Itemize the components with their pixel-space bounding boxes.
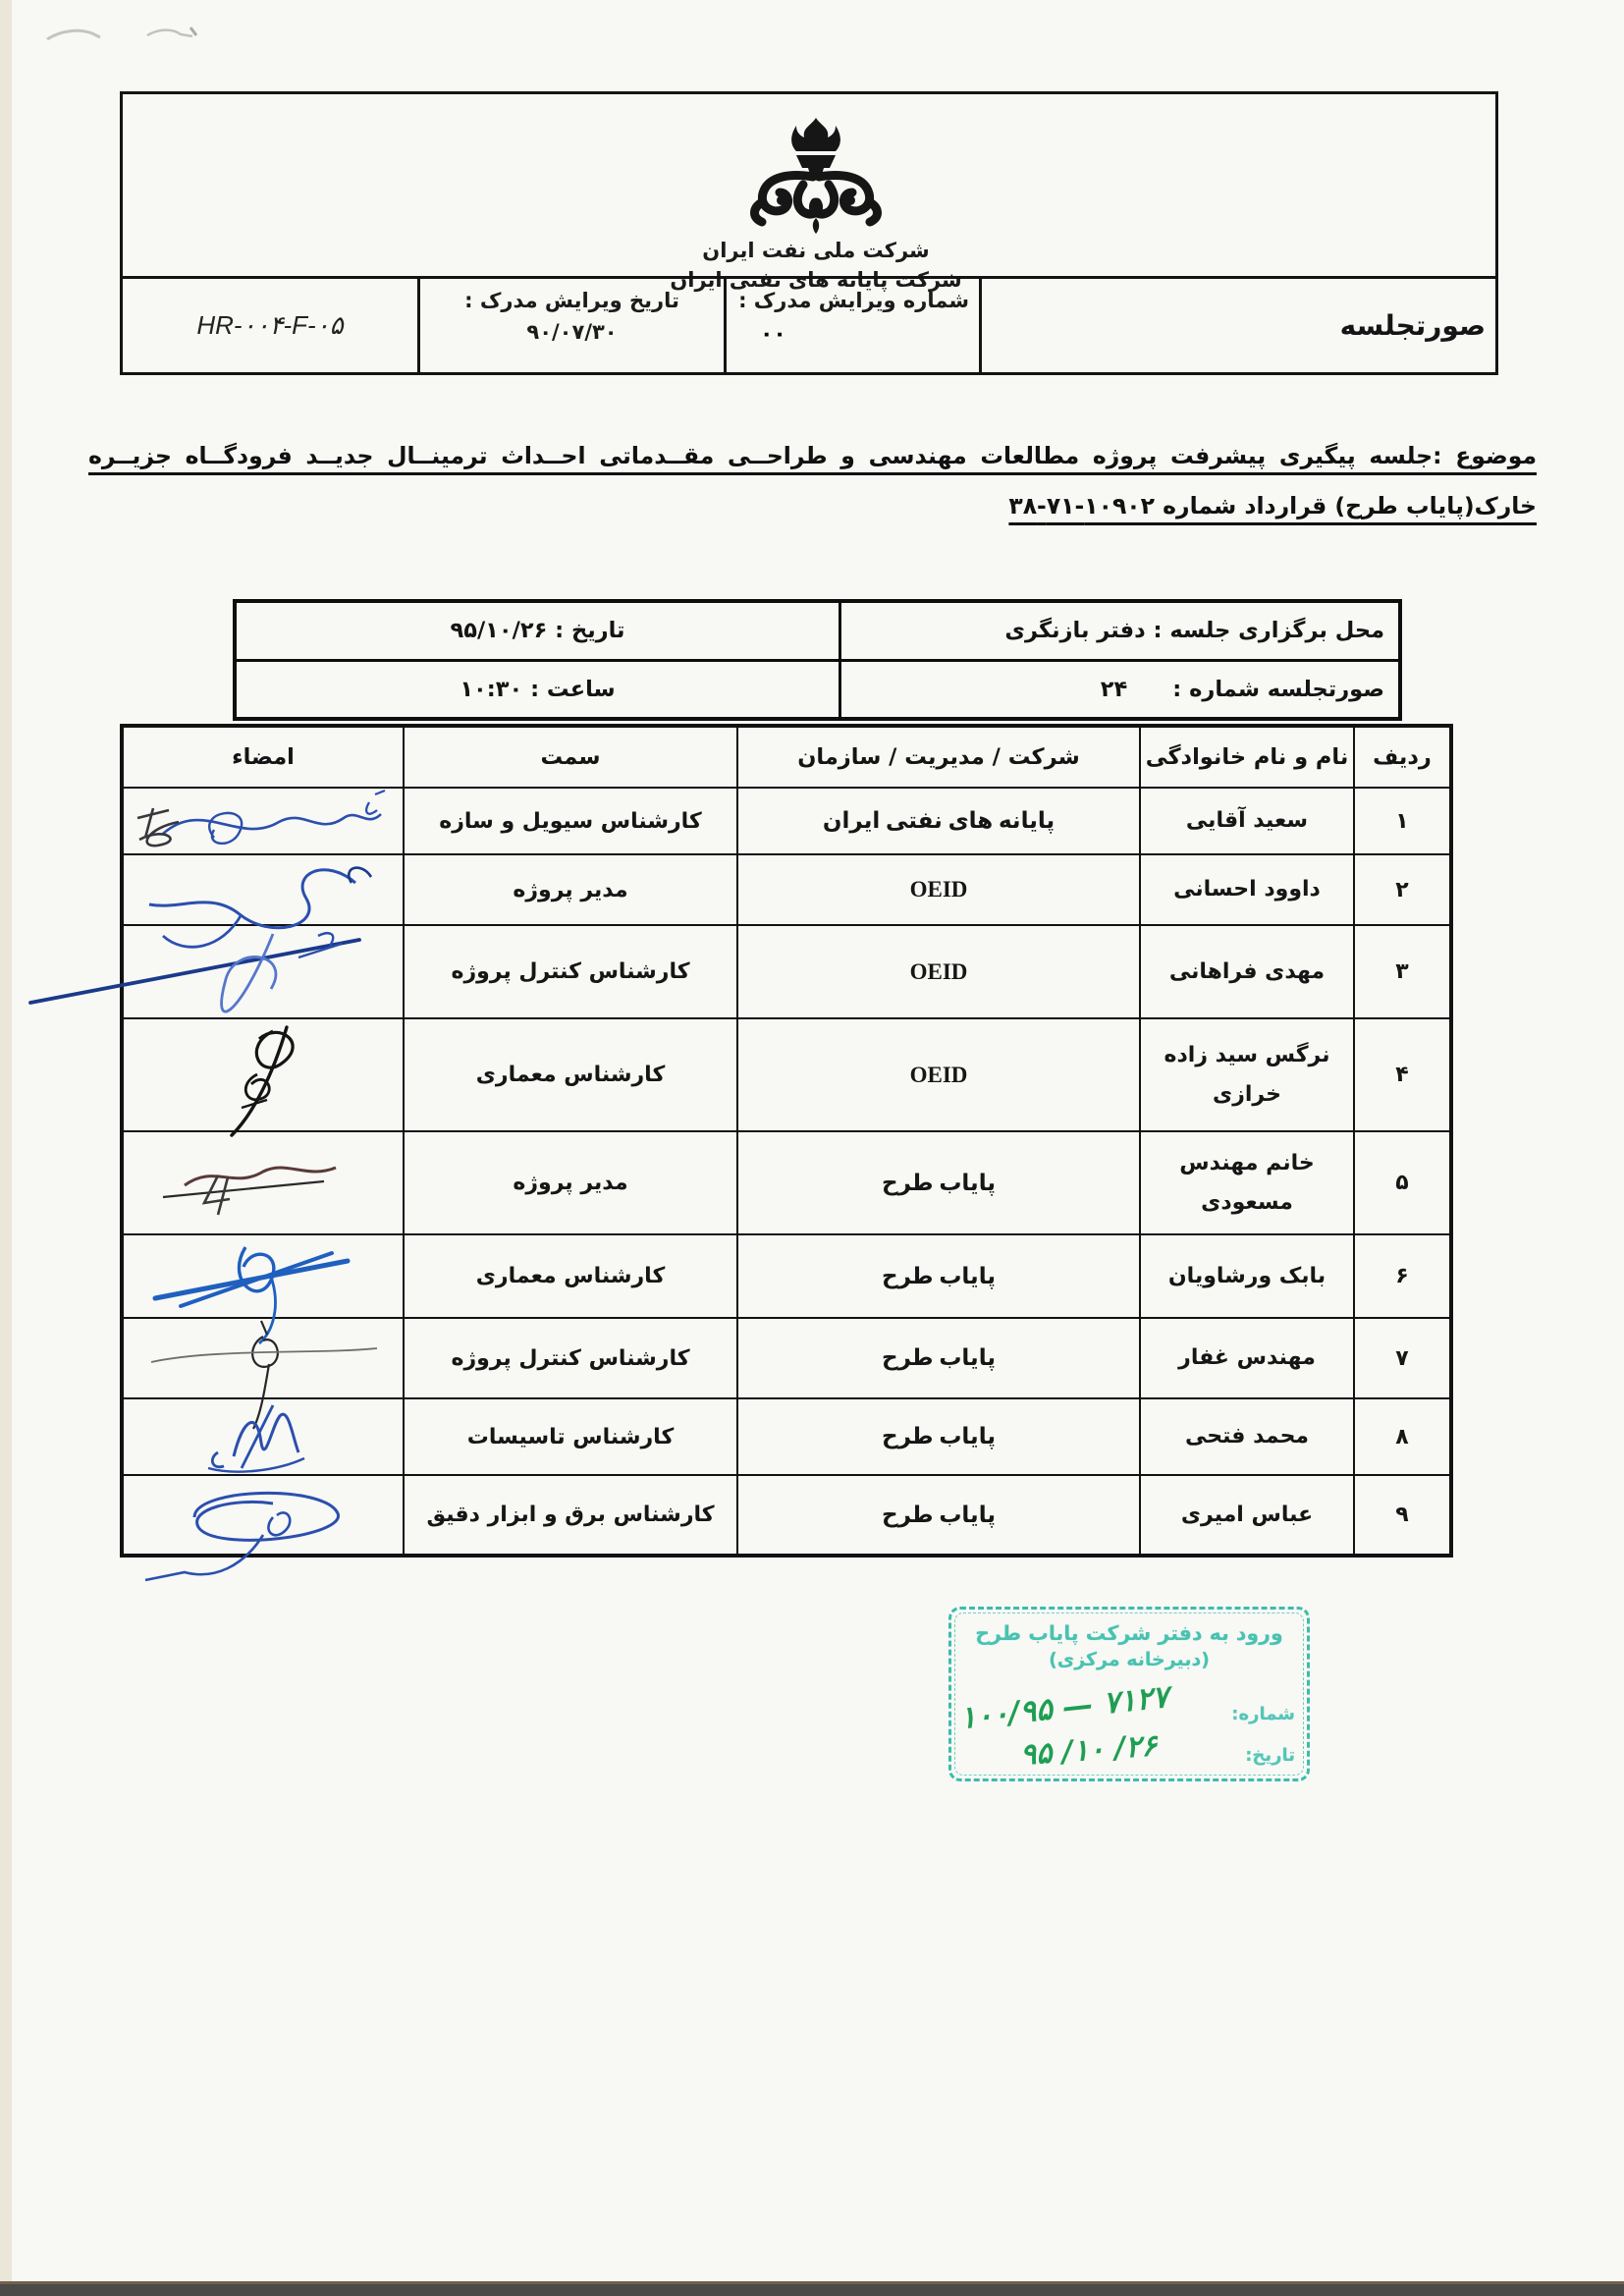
meeting-subject	[88, 439, 1537, 519]
attendee-name: مهندس غفار	[1140, 1318, 1354, 1398]
meeting-number-label: صورتجلسه شماره :	[1172, 676, 1384, 702]
row-number: ۳	[1354, 925, 1451, 1018]
org-name-company: شرکت پایانه های نفتی ایران	[670, 268, 962, 292]
signature-cell	[122, 925, 404, 1018]
signature-5-drawing	[124, 1132, 410, 1235]
row-number: ۵	[1354, 1131, 1451, 1234]
header-signature: امضاء	[122, 726, 404, 788]
attendee-company: پایاب طرح	[737, 1234, 1140, 1318]
document-code: HR-۰۰۴-F-۰۵	[123, 279, 420, 372]
row-number: ۲	[1354, 854, 1451, 925]
document-header-box	[120, 91, 1498, 375]
stamp-title-line-2: (دبیرخانه مرکزی)	[1049, 1649, 1210, 1670]
meeting-info-row-2	[237, 662, 1398, 718]
signature-cell	[122, 1398, 404, 1475]
signature-cell	[122, 788, 404, 854]
attendee-company: پایاب طرح	[737, 1318, 1140, 1398]
attendee-row-5	[122, 1131, 1451, 1234]
signature-1-drawing	[124, 789, 410, 855]
signature-7-drawing	[124, 1319, 410, 1399]
attendee-company: پایانه های نفتی ایران	[737, 788, 1140, 854]
pencil-marks	[29, 14, 245, 63]
meeting-time-cell	[237, 662, 839, 718]
meeting-date-cell	[237, 603, 839, 659]
meeting-time: ساعت : ۱۰:۳۰	[460, 676, 616, 702]
meeting-number-cell	[839, 662, 1398, 718]
signature-8-drawing	[124, 1399, 410, 1476]
attendee-position: کارشناس معماری	[404, 1234, 737, 1318]
attendee-position: کارشناس کنترل پروژه	[404, 1318, 737, 1398]
attendee-company: OEID	[737, 1018, 1140, 1131]
revision-number-label: شماره ویرایش مدرک :	[738, 289, 969, 312]
signature-4-drawing	[124, 1019, 410, 1132]
attendee-position: مدیر پروژه	[404, 854, 737, 925]
attendee-position: کارشناس برق و ابزار دقیق	[404, 1475, 737, 1556]
attendee-row-9	[122, 1475, 1451, 1556]
header-company: شرکت / مدیریت / سازمان	[737, 726, 1140, 788]
attendee-row-8	[122, 1398, 1451, 1475]
attendee-position: کارشناس معماری	[404, 1018, 737, 1131]
subject-line-2: خارک(پایاب طرح) قرارداد شماره ۱۰۹۰۲-۷۱-۳۸	[1008, 492, 1537, 519]
meeting-info-row-1	[237, 603, 1398, 662]
row-number: ۴	[1354, 1018, 1451, 1131]
meeting-location: محل برگزاری جلسه : دفتر بازنگری	[1004, 618, 1384, 644]
attendee-name: نرگس سید زاده خرازی	[1140, 1018, 1354, 1131]
stamp-date-handwritten: ۹۵ /۱۰ /۲۶	[1018, 1728, 1159, 1773]
header-row-number: ردیف	[1354, 726, 1451, 788]
attendee-row-1	[122, 788, 1451, 854]
row-number: ۷	[1354, 1318, 1451, 1398]
signature-cell	[122, 1131, 404, 1234]
signature-9-drawing	[124, 1476, 410, 1557]
attendee-company: پایاب طرح	[737, 1398, 1140, 1475]
nioc-torch-emblem-icon	[742, 116, 890, 236]
entry-stamp	[948, 1607, 1310, 1781]
attendee-row-7	[122, 1318, 1451, 1398]
stamp-number-handwritten: ۱۰۰/۹۵ — ۷۱۲۷	[957, 1678, 1171, 1737]
attendee-name: بابک ورشاویان	[1140, 1234, 1354, 1318]
attendee-company: OEID	[737, 925, 1140, 1018]
subject-line-1: موضوع :جلسه پیگیری پیشرفت پروژه مطالعات مهندسی و طراحــی مقــدماتی احــداث ترمینــال جدیــد فرودگــاه جزیــره	[88, 442, 1537, 469]
org-name-parent: شرکت ملی نفت ایران	[702, 239, 930, 262]
stamp-date-label: تاریخ:	[1245, 1745, 1295, 1766]
attendee-position: مدیر پروژه	[404, 1131, 737, 1234]
attendee-name: محمد فتحی	[1140, 1398, 1354, 1475]
header-name: نام و نام خانوادگی	[1140, 726, 1354, 788]
revision-date-cell	[420, 279, 727, 372]
attendee-company: پایاب طرح	[737, 1131, 1140, 1234]
revision-number-cell	[727, 279, 982, 372]
signature-3-drawing	[124, 926, 410, 1019]
attendee-name: سعید آقایی	[1140, 788, 1354, 854]
attendee-company: OEID	[737, 854, 1140, 925]
signature-cell	[122, 854, 404, 925]
header-position: سمت	[404, 726, 737, 788]
stamp-number-label: شماره:	[1231, 1704, 1295, 1724]
revision-number-value: ۰۰	[760, 322, 786, 347]
scan-edge-left	[0, 0, 12, 2296]
nioc-logo	[742, 116, 890, 236]
attendee-row-3	[122, 925, 1451, 1018]
attendee-row-2	[122, 854, 1451, 925]
revision-date-value: ۹۰/۰۷/۳۰	[526, 320, 618, 344]
attendee-row-4	[122, 1018, 1451, 1131]
row-number: ۶	[1354, 1234, 1451, 1318]
document-type-cell	[982, 279, 1495, 372]
attendee-position: کارشناس سیویل و سازه	[404, 788, 737, 854]
attendees-table	[120, 724, 1453, 1558]
row-number: ۱	[1354, 788, 1451, 854]
document-type-title: صورتجلسه	[1339, 309, 1486, 342]
attendee-company: پایاب طرح	[737, 1475, 1140, 1556]
meeting-number-value: ۲۴	[1100, 676, 1128, 702]
attendee-name: داوود احسانی	[1140, 854, 1354, 925]
signature-cell	[122, 1018, 404, 1131]
meeting-location-cell	[839, 603, 1398, 659]
header-meta-row	[123, 276, 1495, 372]
row-number: ۸	[1354, 1398, 1451, 1475]
attendee-position: کارشناس تاسیسات	[404, 1398, 737, 1475]
attendee-position: کارشناس کنترل پروژه	[404, 925, 737, 1018]
attendee-name: خانم مهندس مسعودی	[1140, 1131, 1354, 1234]
signature-6-drawing	[124, 1235, 410, 1319]
attendee-name: عباس امیری	[1140, 1475, 1354, 1556]
attendee-name: مهدی فراهانی	[1140, 925, 1354, 1018]
meeting-date: تاریخ : ۹۵/۱۰/۲۶	[450, 618, 625, 644]
attendees-header-row	[122, 726, 1451, 788]
revision-date-label: تاریخ ویرایش مدرک :	[464, 289, 679, 312]
row-number: ۹	[1354, 1475, 1451, 1556]
stamp-title-line-1: ورود به دفتر شرکت پایاب طرح	[975, 1621, 1283, 1645]
signature-cell	[122, 1234, 404, 1318]
attendee-row-6	[122, 1234, 1451, 1318]
signature-cell	[122, 1475, 404, 1556]
meeting-info-table	[233, 599, 1402, 721]
signature-cell	[122, 1318, 404, 1398]
scan-edge-bottom	[0, 2281, 1624, 2296]
signature-2-drawing	[124, 855, 410, 926]
